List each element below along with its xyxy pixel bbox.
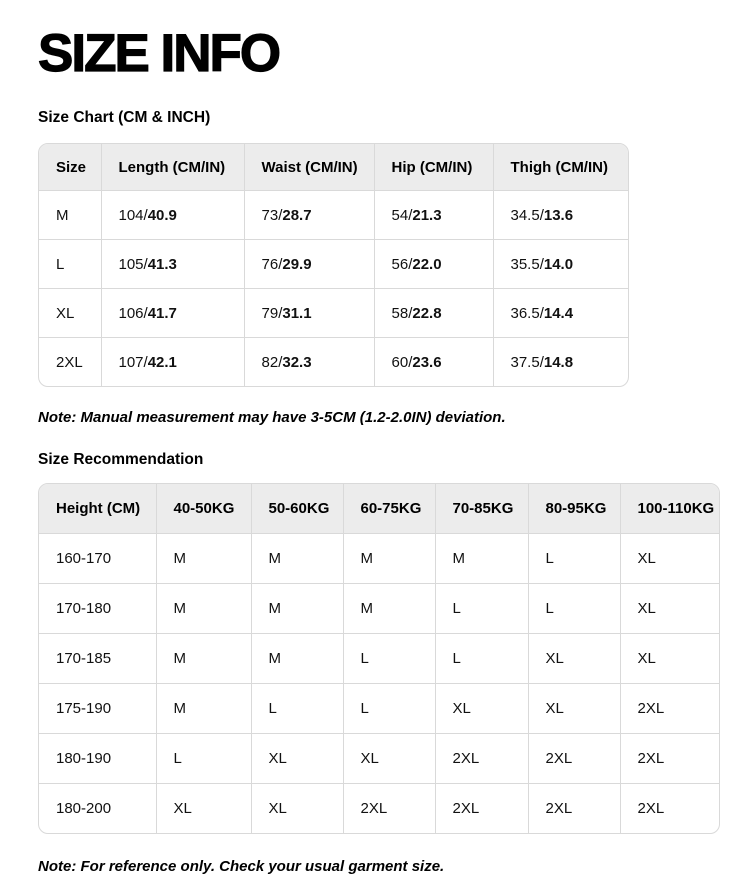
table-row xyxy=(39,338,628,387)
separator: / xyxy=(143,353,148,371)
separator: / xyxy=(143,304,148,322)
separator: / xyxy=(408,353,413,371)
in-value: 31.1 xyxy=(282,304,312,322)
measurement-cell xyxy=(101,289,244,338)
height-cell: 180-200 xyxy=(39,784,156,834)
table-row xyxy=(39,684,719,734)
separator: / xyxy=(278,304,283,322)
size-value-cell: M xyxy=(435,534,528,584)
in-value: 42.1 xyxy=(147,353,177,371)
size-value-cell: XL xyxy=(251,734,343,784)
size-value-cell: XL xyxy=(620,534,719,584)
col-header-50-60kg: 50-60KG xyxy=(251,484,343,534)
page-title: SIZE INFO xyxy=(38,24,280,83)
col-header-100-110kg: 100-110KG xyxy=(620,484,719,534)
cm-value: 35.5 xyxy=(510,255,540,273)
size-value-cell: M xyxy=(251,584,343,634)
height-cell: 180-190 xyxy=(39,734,156,784)
size-value-cell: XL xyxy=(528,684,620,734)
cm-value: 34.5 xyxy=(510,206,540,224)
separator: / xyxy=(408,304,413,322)
size-chart-note: Note: Manual measurement may have 3-5CM (1.2-2.0IN) deviation. xyxy=(38,409,506,426)
table-row xyxy=(39,634,719,684)
size-value-cell: 2XL xyxy=(528,784,620,834)
col-header-40-50kg: 40-50KG xyxy=(156,484,251,534)
table-row xyxy=(39,191,628,240)
size-value-cell: L xyxy=(251,684,343,734)
size-chart-heading: Size Chart (CM & INCH) xyxy=(38,109,211,126)
size-cell: L xyxy=(39,240,101,289)
in-value: 14.4 xyxy=(543,304,574,322)
col-header-80-95kg: 80-95KG xyxy=(528,484,620,534)
in-value: 40.9 xyxy=(147,206,177,224)
size-value-cell: 2XL xyxy=(343,784,435,834)
cm-value: 56 xyxy=(391,255,409,273)
size-cell: 2XL xyxy=(39,338,101,387)
in-value: 22.8 xyxy=(412,304,442,322)
in-value: 32.3 xyxy=(282,353,312,371)
size-value-cell: M xyxy=(156,634,251,684)
size-value-cell: 2XL xyxy=(620,734,719,784)
col-header-thigh: Thigh (CM/IN) xyxy=(493,144,628,191)
measurement-cell xyxy=(101,240,244,289)
cm-value: 104 xyxy=(118,206,144,224)
col-header-60-75kg: 60-75KG xyxy=(343,484,435,534)
size-value-cell: M xyxy=(156,684,251,734)
col-header-hip: Hip (CM/IN) xyxy=(374,144,493,191)
cm-value: 60 xyxy=(391,353,409,371)
measurement-cell xyxy=(374,338,493,387)
table-row xyxy=(39,784,719,834)
separator: / xyxy=(143,255,148,273)
size-value-cell: L xyxy=(156,734,251,784)
table-row xyxy=(39,584,719,634)
separator: / xyxy=(408,206,413,224)
size-value-cell: L xyxy=(343,684,435,734)
in-value: 21.3 xyxy=(412,206,442,224)
size-value-cell: 2XL xyxy=(435,734,528,784)
size-recommendation-note: Note: For reference only. Check your usual garment size. xyxy=(38,858,445,875)
size-chart-grid xyxy=(39,144,628,386)
cm-value: 76 xyxy=(261,255,279,273)
in-value: 23.6 xyxy=(412,353,442,371)
separator: / xyxy=(143,206,148,224)
size-value-cell: L xyxy=(435,634,528,684)
in-value: 14.8 xyxy=(543,353,574,371)
table-row xyxy=(39,734,719,784)
measurement-cell xyxy=(244,289,374,338)
cm-value: 107 xyxy=(118,353,144,371)
size-value-cell: M xyxy=(251,534,343,584)
size-cell: M xyxy=(39,191,101,240)
in-value: 28.7 xyxy=(282,206,312,224)
measurement-cell xyxy=(101,191,244,240)
in-value: 29.9 xyxy=(282,255,312,273)
col-header-waist: Waist (CM/IN) xyxy=(244,144,374,191)
size-value-cell: M xyxy=(156,584,251,634)
size-value-cell: M xyxy=(156,534,251,584)
cm-value: 54 xyxy=(391,206,409,224)
in-value: 22.0 xyxy=(412,255,442,273)
in-value: 14.0 xyxy=(543,255,574,273)
size-value-cell: XL xyxy=(435,684,528,734)
size-cell: XL xyxy=(39,289,101,338)
in-value: 13.6 xyxy=(543,206,574,224)
size-recommendation-table xyxy=(38,483,720,834)
height-cell: 170-180 xyxy=(39,584,156,634)
size-value-cell: XL xyxy=(343,734,435,784)
col-header-length: Length (CM/IN) xyxy=(101,144,244,191)
size-value-cell: 2XL xyxy=(435,784,528,834)
separator: / xyxy=(539,206,544,224)
cm-value: 73 xyxy=(261,206,279,224)
size-value-cell: L xyxy=(528,584,620,634)
size-value-cell: XL xyxy=(528,634,620,684)
size-value-cell: XL xyxy=(156,784,251,834)
separator: / xyxy=(539,255,544,273)
separator: / xyxy=(278,206,283,224)
height-cell: 175-190 xyxy=(39,684,156,734)
measurement-cell xyxy=(244,338,374,387)
cm-value: 105 xyxy=(118,255,144,273)
cm-value: 106 xyxy=(118,304,144,322)
size-value-cell: XL xyxy=(620,634,719,684)
table-row xyxy=(39,289,628,338)
separator: / xyxy=(278,353,283,371)
col-header-size: Size xyxy=(39,144,101,191)
in-value: 41.7 xyxy=(147,304,177,322)
size-recommendation-header-row xyxy=(39,484,719,534)
separator: / xyxy=(408,255,413,273)
cm-value: 82 xyxy=(261,353,279,371)
size-value-cell: 2XL xyxy=(620,784,719,834)
size-value-cell: XL xyxy=(620,584,719,634)
measurement-cell xyxy=(244,240,374,289)
size-chart-header-row xyxy=(39,144,628,191)
measurement-cell xyxy=(493,240,628,289)
cm-value: 36.5 xyxy=(510,304,540,322)
size-value-cell: M xyxy=(343,534,435,584)
size-recommendation-heading: Size Recommendation xyxy=(38,451,204,468)
cm-value: 37.5 xyxy=(510,353,540,371)
size-value-cell: L xyxy=(343,634,435,684)
height-cell: 170-185 xyxy=(39,634,156,684)
size-chart-table xyxy=(38,143,629,387)
size-value-cell: XL xyxy=(251,784,343,834)
measurement-cell xyxy=(493,191,628,240)
col-header-height: Height (CM) xyxy=(39,484,156,534)
size-recommendation-grid xyxy=(39,484,719,833)
separator: / xyxy=(278,255,283,273)
measurement-cell xyxy=(493,338,628,387)
height-cell: 160-170 xyxy=(39,534,156,584)
size-value-cell: 2XL xyxy=(528,734,620,784)
col-header-70-85kg: 70-85KG xyxy=(435,484,528,534)
size-value-cell: L xyxy=(528,534,620,584)
cm-value: 79 xyxy=(261,304,279,322)
measurement-cell xyxy=(374,240,493,289)
measurement-cell xyxy=(101,338,244,387)
table-row xyxy=(39,240,628,289)
size-value-cell: M xyxy=(251,634,343,684)
in-value: 41.3 xyxy=(147,255,177,273)
size-value-cell: L xyxy=(435,584,528,634)
measurement-cell xyxy=(244,191,374,240)
table-row xyxy=(39,534,719,584)
size-value-cell: M xyxy=(343,584,435,634)
measurement-cell xyxy=(374,289,493,338)
separator: / xyxy=(539,353,544,371)
measurement-cell xyxy=(493,289,628,338)
separator: / xyxy=(539,304,544,322)
size-value-cell: 2XL xyxy=(620,684,719,734)
cm-value: 58 xyxy=(391,304,409,322)
measurement-cell xyxy=(374,191,493,240)
